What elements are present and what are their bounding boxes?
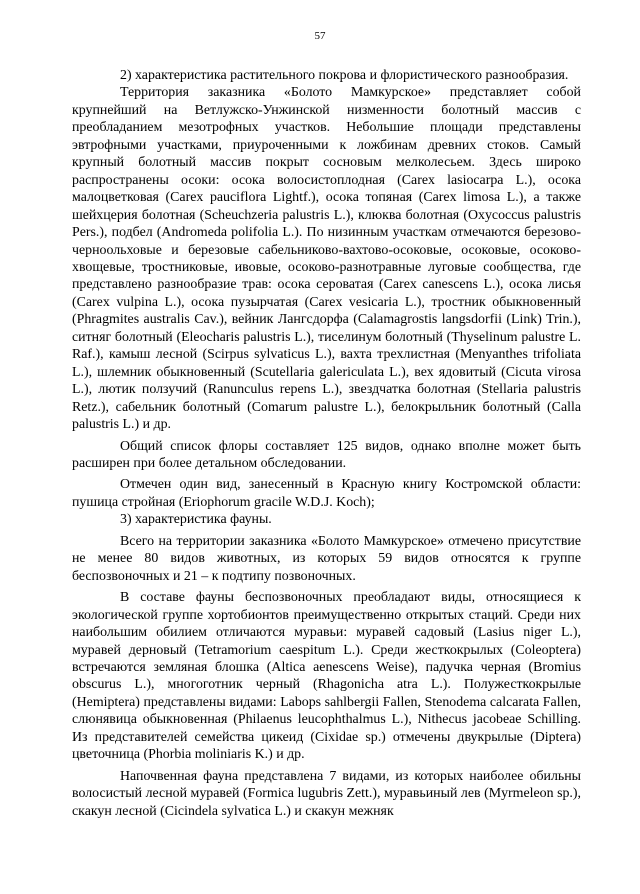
- paragraph-2: Территория заказника «Болото Мамкурское» представляет собой крупнейший на Ветлужско-Унжинской низменности болотный массив с преобладанием мезотрофных участков. Небольшие площади представлены эвтрофными участками, приуроченными к ложбинам древних стоков. Самый крупный болотный массив покрыт сосновым мелколесьем. Здесь широко распространены осоки: осока волосистоплодная (Carex lasiocarpa L.), осока малоцветковая (Carex pauciflora Lightf.), осока топяная (Carex limosa L.), а также шейхцерия болотная (Scheuchzeria palustris L.), клюква болотная (Oxycoccus palustris Pers.), подбел (Andromeda polifolia L.). По низинным участкам отмечаются березово-черноольховые и березовые сабельниково-вахтово-осоковые, осоковые, осоково-хвощевые, тростниковые, ивовые, осоково-разнотравные луговые сообщества, где представлено разнообразие трав: осока сероватая (Carex canescens L.), осока лисья (Carex vulpina L.), осока пузырчатая (Carex vesicaria L.), тростник обыкновенный (Phragmites australis Cav.), вейник Лангсдорфа (Calamagrostis langsdorfii (Link) Trin.), ситняг болотный (Eleocharis palustris L.), тиселинум болотный (Thyselinum palustre L. Raf.), камыш лесной (Scirpus sylvaticus L.), вахта трехлистная (Menyanthes trifoliata L.), шлемник обыкновенный (Scutellaria galericulata L.), вех ядовитый (Cicuta virosa L.), лютик ползучий (Ranunculus repens L.), звездчатка болотная (Stellaria palustris Retz.), сабельник болотный (Comarum palustre L.), белокрыльник болотный (Calla palustris L.) и др.: [72, 85, 581, 433]
- paragraph-5: 3) характеристика фауны.: [120, 512, 272, 528]
- paragraph-6: Всего на территории заказника «Болото Мамкурское» отмечено присутствие не менее 80 видов животных, из которых 59 видов относятся к группе беспозвоночных и 21 – к подтипу позвоночных.: [72, 533, 581, 584]
- paragraph-3: Общий список флоры составляет 125 видов, однако вполне может быть расширен при более детальном обследовании.: [72, 438, 581, 471]
- page-number: 57: [314, 30, 326, 42]
- body-text: [72, 67, 581, 820]
- paragraph-8: Напочвенная фауна представлена 7 видами, из которых наиболее обильны волосистый лесной муравей (Formica lugubris Zett.), муравьиный лев (Myrmeleon sp.), скакун лесной (Cicindela sylvatica L.) и скакун межняк: [72, 768, 581, 819]
- paragraph-7: В составе фауны беспозвоночных преобладают виды, относящиеся к экологической группе хортобионтов преимущественно открытых стаций. Среди них наибольшим обилием отличаются муравьи: муравей садовый (Lasius niger L.), муравей дерновый (Tetramorium caespitum L.). Среди жесткокрылых (Coleoptera) встречаются земляная блошка (Altica aenescens Weise), падучка черная (Bromius obscurus L.), многоготник черный (Rhagonicha atra L.). Полужесткокрылые (Hemiptera) представлены видами: Labops sahlbergii Fallen, Stenodema calcarata Fallen, слюнявица обыкновенная (Philaenus leucophthalmus L.), Nithecus jacobeae Schilling. Из представителей семейства цикеид (Cixidae sp.) отмечены двукрылые (Diptera) цветочница (Phorbia moliniaris K.) и др.: [72, 590, 581, 763]
- paragraph-4: Отмечен один вид, занесенный в Красную книгу Костромской области: пушица стройная (Eriophorum gracile W.D.J. Koch);: [72, 477, 581, 510]
- paragraph-1: 2) характеристика растительного покрова и флористического разнообразия.: [120, 68, 569, 83]
